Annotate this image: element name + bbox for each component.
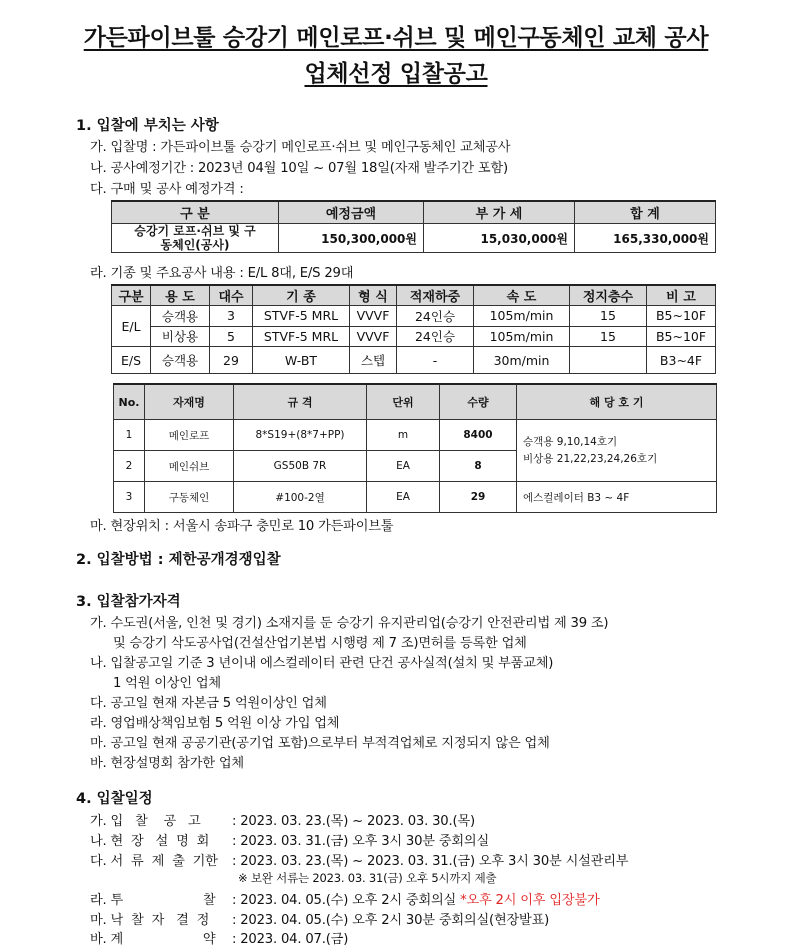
- equip-cell: 29: [210, 347, 253, 374]
- qualification-item: 가. 수도권(서울, 인천 및 경기) 소재지를 둔 승강기 유지관리업(승강기 안전관리법 제 39 조): [90, 616, 609, 631]
- equip-cell: 15: [570, 326, 647, 347]
- material-cell: 2: [114, 451, 145, 482]
- section3-heading: 3. 입찰참가자격: [76, 594, 181, 610]
- price-header-amount: 예정금액: [279, 201, 424, 224]
- schedule-label: 바. 계 약: [90, 932, 216, 947]
- material-cell: 29: [440, 482, 517, 513]
- equip-cell: VVVF: [350, 306, 397, 327]
- price-row-vat: 15,030,000원: [424, 224, 575, 253]
- schedule-value: : 2023. 03. 31.(금) 오후 3시 30분 중회의실: [232, 834, 489, 849]
- material-header: 수량: [440, 384, 517, 420]
- schedule-row: [90, 928, 348, 947]
- material-table: [113, 383, 717, 513]
- equip-header: 형 식: [350, 285, 397, 306]
- equip-cell: VVVF: [350, 326, 397, 347]
- material-header: 단위: [367, 384, 440, 420]
- units-emergency: 비상용 21,22,23,24,26호기: [523, 452, 658, 465]
- notice-title-line1: 가든파이브툴 승강기 메인로프·쉬브 및 메인구동체인 교체 공사: [83, 25, 709, 51]
- schedule-value: : 2023. 04. 05.(수) 오후 2시 중회의실: [232, 893, 461, 908]
- equip-group-es: E/S: [112, 347, 151, 374]
- equip-cell: 105m/min: [474, 306, 570, 327]
- site-location: 마. 현장위치 : 서울시 송파구 충민로 10 가든파이브툴: [90, 519, 394, 534]
- table-row: [112, 326, 716, 347]
- equipment-table: [111, 284, 716, 374]
- material-cell: 8: [440, 451, 517, 482]
- equip-cell: 5: [210, 326, 253, 347]
- equip-header: 정지층수: [570, 285, 647, 306]
- material-cell: m: [367, 420, 440, 451]
- equip-header: 대수: [210, 285, 253, 306]
- schedule-row: [90, 850, 628, 869]
- price-row-amount: 150,300,000원: [279, 224, 424, 253]
- section4-heading: 4. 입찰일정: [76, 791, 153, 807]
- material-cell: 8400: [440, 420, 517, 451]
- material-header: 해 당 호 기: [517, 384, 717, 420]
- equip-cell: 승객용: [151, 347, 210, 374]
- material-cell: 메인로프: [145, 420, 234, 451]
- material-cell: GS50B 7R: [234, 451, 367, 482]
- equip-cell: 30m/min: [474, 347, 570, 374]
- schedule-value: : 2023. 03. 23.(목) ~ 2023. 03. 31.(금) 오후 3시 30분 시설관리부: [232, 854, 629, 869]
- equip-header: 기 종: [253, 285, 350, 306]
- qualification-item: 1 억원 이상인 업체: [113, 676, 221, 691]
- qualification-item: 라. 영업배상책임보험 5 억원 이상 가입 업체: [90, 716, 340, 731]
- qualification-item: 마. 공고일 현재 공공기관(공기업 포함)으로부터 부적격업체로 지정되지 않은 업체: [90, 736, 550, 751]
- schedule-value: : 2023. 04. 05.(수) 오후 2시 30분 중회의실(현장발표): [232, 913, 550, 928]
- equip-header: 비 고: [647, 285, 716, 306]
- qualification-item: 나. 입찰공고일 기준 3 년이내 에스컬레이터 관련 단건 공사실적(설치 및 부품교체): [90, 656, 554, 671]
- equip-group-el: E/L: [112, 306, 151, 347]
- qualification-item: 다. 공고일 현재 자본금 5 억원이상인 업체: [90, 696, 327, 711]
- schedule-label: 나. 현 장 설 명 회: [90, 834, 210, 849]
- material-cell: 메인쉬브: [145, 451, 234, 482]
- material-header: No.: [114, 384, 145, 420]
- equip-cell: 105m/min: [474, 326, 570, 347]
- equip-cell: 승객용: [151, 306, 210, 327]
- equip-header: 구분: [112, 285, 151, 306]
- material-header: 규 격: [234, 384, 367, 420]
- material-units-3: 에스컬레이터 B3 ~ 4F: [517, 482, 717, 513]
- material-header: 자재명: [145, 384, 234, 420]
- material-cell: EA: [367, 451, 440, 482]
- equip-cell: [570, 347, 647, 374]
- material-units-1-2: [517, 420, 717, 482]
- price-header-total: 합 계: [575, 201, 716, 224]
- units-passenger: 승객용 9,10,14호기: [523, 435, 618, 448]
- material-cell: 구동체인: [145, 482, 234, 513]
- equip-cell: 스텝: [350, 347, 397, 374]
- section1-heading: 1. 입찰에 부치는 사항: [76, 118, 219, 134]
- schedule-row: [90, 889, 600, 908]
- equip-cell: B3~4F: [647, 347, 716, 374]
- qualification-item: 및 승강기 삭도공사업(건설산업기본법 시행령 제 7 조)면허를 등록한 업체: [113, 636, 527, 651]
- material-cell: #100-2열: [234, 482, 367, 513]
- schedule-label: 라. 투 찰: [90, 893, 216, 908]
- schedule-label: 가. 입 찰 공 고: [90, 814, 201, 829]
- table-row: [112, 347, 716, 374]
- material-cell: 1: [114, 420, 145, 451]
- schedule-row: [90, 830, 489, 849]
- equip-cell: B5~10F: [647, 306, 716, 327]
- material-cell: 3: [114, 482, 145, 513]
- equip-header: 용 도: [151, 285, 210, 306]
- construction-period: 나. 공사예정기간 : 2023년 04월 10일 ~ 07월 18일(자재 발주기간 포함): [90, 161, 508, 176]
- bid-warning: *오후 2시 이후 입장불가: [460, 893, 600, 908]
- document-note: ※ 보완 서류는 2023. 03. 31(금) 오후 5시까지 제출: [238, 871, 497, 885]
- schedule-label: 마. 낙 찰 자 결 정: [90, 913, 210, 928]
- schedule-value: : 2023. 03. 23.(목) ~ 2023. 03. 30.(목): [232, 814, 475, 829]
- equip-cell: W-BT: [253, 347, 350, 374]
- equipment-summary: 라. 기종 및 주요공사 내용 : E/L 8대, E/S 29대: [90, 266, 354, 281]
- equip-cell: STVF-5 MRL: [253, 326, 350, 347]
- price-row-total: 165,330,000원: [575, 224, 716, 253]
- equip-cell: 15: [570, 306, 647, 327]
- table-row: [112, 306, 716, 327]
- qualification-item: 바. 현장설명회 참가한 업체: [90, 756, 244, 771]
- material-cell: EA: [367, 482, 440, 513]
- estimated-price-label: 다. 구매 및 공사 예정가격 :: [90, 182, 244, 197]
- equip-header: 속 도: [474, 285, 570, 306]
- notice-title-line2: 업체선정 입찰공고: [304, 61, 488, 87]
- equip-cell: 3: [210, 306, 253, 327]
- price-table: [111, 200, 716, 253]
- price-row-category: 승강기 로프·쉬브 및 구동체인(공사): [112, 224, 279, 253]
- table-row: [114, 420, 717, 451]
- schedule-row: [90, 909, 549, 928]
- price-header-category: 구 분: [112, 201, 279, 224]
- bid-name: 가. 입찰명 : 가든파이브툴 승강기 메인로프·쉬브 및 메인구동체인 교체공사: [90, 140, 511, 155]
- equip-cell: -: [397, 347, 474, 374]
- material-cell: 8*S19+(8*7+PP): [234, 420, 367, 451]
- equip-header: 적재하중: [397, 285, 474, 306]
- equip-cell: B5~10F: [647, 326, 716, 347]
- schedule-row: [90, 810, 475, 829]
- price-header-vat: 부 가 세: [424, 201, 575, 224]
- equip-cell: 24인승: [397, 306, 474, 327]
- schedule-label: 다. 서 류 제 출 기한: [90, 854, 218, 869]
- equip-cell: 24인승: [397, 326, 474, 347]
- table-row: [114, 482, 717, 513]
- equip-cell: 비상용: [151, 326, 210, 347]
- equip-cell: STVF-5 MRL: [253, 306, 350, 327]
- schedule-value: : 2023. 04. 07.(금): [232, 932, 349, 947]
- section2-heading: 2. 입찰방법 : 제한공개경쟁입찰: [76, 552, 281, 568]
